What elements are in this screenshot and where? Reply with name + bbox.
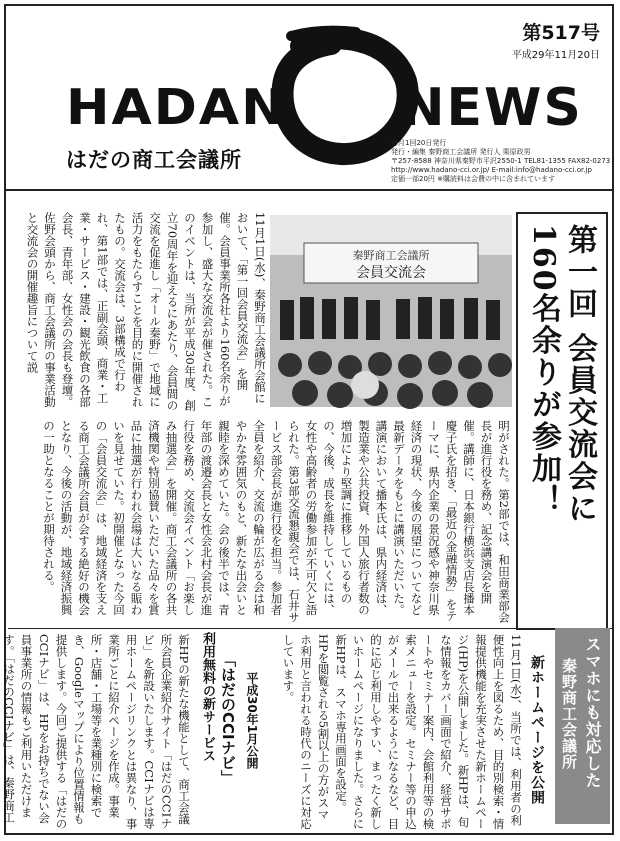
publisher-info [391,139,610,184]
main-article-col-a: 11月1日(水)、秦野商工会議所会館において、「第一回会員交流会」を開催。会員事業所各社より160名余りが参加し、盛大な交流会が催された。このイベントは、当所が平成30年度、創立70周年を迎えるにあたり、会員間の交流を促進し「オール秦野」で地域に活力をもたらすことを目的に開催されたもの。交流会は、3部構成で行われ、第1部では、正副会頭、商業・工業・サービス・建設・観光飲食の各部会長、青年部、女性会の会長も登壇。佐野会頭から、商工会議所の事業活動と交流会の開催趣旨について説 [25,212,267,411]
headline-line-2: 160名余りが参加！ [526,224,561,517]
cci-navi-heading [195,632,265,832]
section-divider [8,628,612,629]
pub-line: http://www.hadano-cci.or.jp/ E-mail:info@hadano-cci.or.jp [391,166,592,174]
issue-number: 第517号 [522,22,600,44]
logo-hadan: HADAN [66,79,287,137]
web-article-subtitle: 新ホームページを公開 [529,655,545,805]
pub-line: 毎月1回20日発行 [391,139,447,147]
org-name: はだの商工会議所 [66,148,242,172]
cci-navi-title: 「はだのCCIナビ」 [219,652,237,785]
masthead [6,6,612,191]
cci-navi-date: 平成30年1月公開 [245,672,259,770]
headline-line-1: 第一回 会員交流会に [562,224,597,525]
logo-news: NEWS [401,78,583,138]
pub-line: 〒257-8588 神奈川県秦野市平沢2550-1 TEL81-1355 FAX82-0273 [391,157,611,165]
web-box-title-2: 秦野商工会議所 [560,658,578,770]
photo-sign-org: 秦野商工会議所 [352,249,430,262]
web-box-title-1: スマホにも対応した [583,636,602,789]
cci-navi-body: 新HPの新たな機能として、商工会議所会員企業紹介サイト「はだのCCIナビ」を新設いたします。CCIナビは専用ホームページリンクとは異なり、事業所ごとに紹介ページを作成。事業所・店舗・工場等を業種別に検索でき、Googleマップにより位置情報も提供します。今回ご提供する「はだのCCIナビ」は、HPをお持ちでない会員事業所の情報もご利用いただけます。「はだのCCIナビ」は、秦野商工 [2,634,191,830]
web-article-body: 11月1日(水)、当所では、利用者の利便性向上を図るため、目的別検索・情報提供機能を充実させた新ホームページ(HP)を公開しました。新HPは、旬な情報をカバー画面で紹介、経営サポートやセミナー案内、会館利用等の検索メニューを設定。セミナー等の申込がメールで出来るようになるなど、目的に応じ利用しやすい、まったく新しいホームページになりました。さらに新HPは、スマホ専用画面を設定。HPを閲覧される5割以上の方がスマホ利用と言われる時代のニーズに対応しています。 [281,634,523,830]
cci-navi-kicker: 利用無料の新サービス [200,632,215,762]
photo-sign-title: 会員交流会 [356,265,426,281]
pub-line: 定価一部20円 ※購読料は会費の中に含まれています [391,175,555,183]
pub-line: 発行・編集 秦野商工会議所 発行人 栗原政男 [391,148,531,156]
main-article-col-b: 明がされた。第2部では、和田商業部会長が進行役を務め、記念講演会を開催。講師に、日本銀行横浜支店長播本慶子氏を招き、「最近の金融情勢」をテーマに、県内企業の景況感や神奈川県経済の現状、今後の展望についてなど最新データをもとに講演いただいた。講演において播本氏は、県内経済は、製造業や公共投資、外国人旅行者数の増加により堅調に推移しているものの、今後、成長を維持していくには、女性や高齢者の労働参加が不可欠と語られた。第3部交流懇親会では、石井サービス部会長が進行役を担当。参加者全員を紹介、交流の輪が広がる会は和やかな雰囲気のもと、新たな出会いと親睦を深めていた。会の後半では、青年部の渡邉会長と女性会北村会長が進行役を務め、交流会イベント「お楽しみ抽選会」を開催。商工会議所の各共済機関や特別協賛いただいた品々を賞品に抽選が行われ会場は大いなる賑わいを見せていた。初開催となった今回の「会員交流会」は、地域経済を支える商工会議所会員が会する絶好の機会となり、今後の活動が、地域経済振興の一助となることが期待される。 [42,420,511,623]
web-article-title-box [555,628,610,824]
issue-date: 平成29年11月20日 [511,50,600,61]
event-photo [270,215,512,407]
main-headline-box [516,212,608,630]
